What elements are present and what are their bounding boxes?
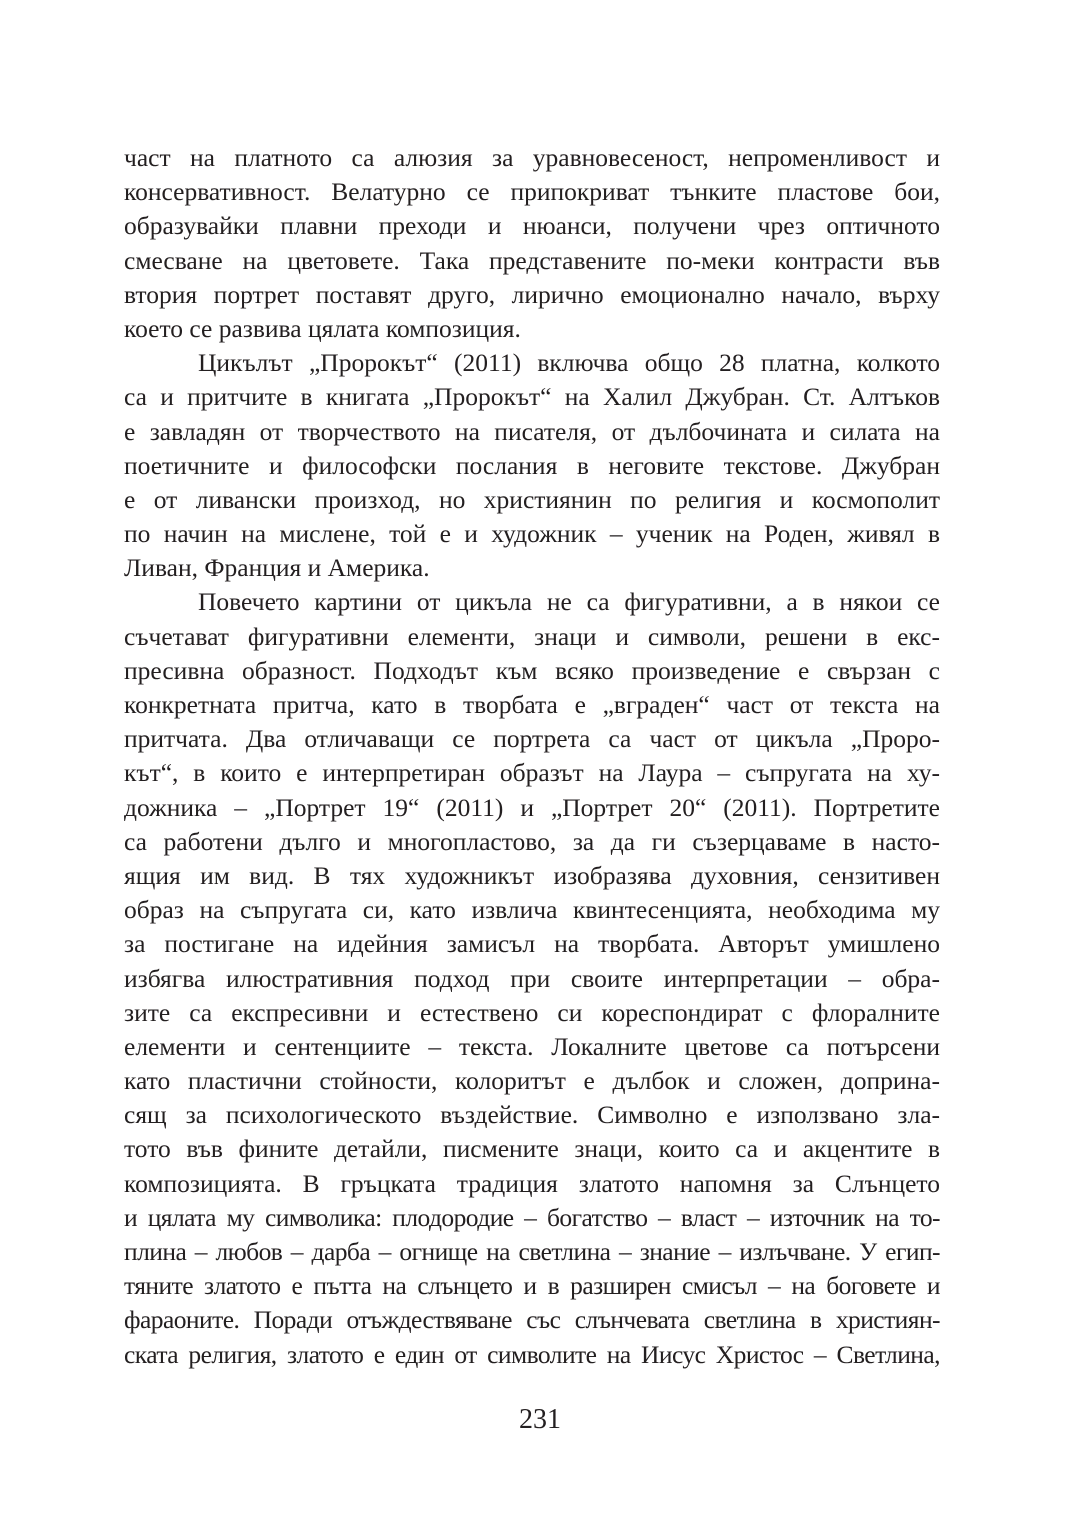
- text-line: дожника – „Портрет 19“ (2011) и „Портрет 20“ (2011). Портретите: [124, 792, 940, 822]
- text-line: кът“, в които е интерпретиран образът на Лаура – съпругата на ху-: [124, 758, 940, 788]
- text-line: плина – любов – дарба – огнище на светлина – знание – излъчване. У егип-: [124, 1237, 940, 1266]
- text-line: Повечето картини от цикъла не са фигуративни, а в някои се: [198, 587, 940, 617]
- text-line: композицията. В гръцката традиция златото напомня за Слънцето: [124, 1168, 940, 1198]
- text-line: избягва илюстративния подход при своите интерпретации – обра-: [124, 963, 940, 993]
- text-line: по начин на мислене, той е и художник – ученик на Роден, живял в: [124, 519, 940, 549]
- text-line: зите са експресивни и естествено си кореспондират с флоралните: [124, 997, 940, 1027]
- text-line: което се развива цялата композиция.: [124, 313, 521, 343]
- text-line: образувайки плавни преходи и нюанси, получени чрез оптичното: [124, 211, 940, 241]
- text-line: притчата. Два отличаващи се портрета са част от цикъла „Проро-: [124, 724, 940, 754]
- text-line: Цикълът „Пророкът“ (2011) включва общо 28 платна, колкото: [198, 348, 940, 378]
- text-line: сящ за психологическото въздействие. Символно е използвано зла-: [124, 1100, 940, 1130]
- text-line: част на платното са алюзия за уравновесеност, непроменливост и: [124, 143, 940, 172]
- text-line: е от ливански произход, но християнин по религия и космополит: [124, 484, 940, 514]
- text-line: тяните златото е пътта на слънцето и в разширен смисъл – на боговете и: [124, 1271, 940, 1301]
- text-line: конкретната притча, като в творбата е „вграден“ част от текста на: [124, 690, 940, 719]
- text-line: като пластични стойности, колоритът е дълбок и сложен, доприна-: [124, 1066, 940, 1096]
- text-line: съчетават фигуративни елементи, знаци и символи, решени в екс-: [124, 621, 940, 651]
- text-line: поетичните и философски послания в неговите текстове. Джубран: [124, 450, 940, 480]
- text-line: образ на съпругата си, като извлича квинтесенцията, необходима му: [124, 895, 940, 925]
- text-line: смесване на цветовете. Така представените по-меки контрасти във: [124, 245, 940, 275]
- page-number: 231: [519, 1404, 561, 1435]
- body-text: [124, 141, 940, 1372]
- text-line: фараоните. Поради отъждествяване със слънчевата светлина в християн-: [124, 1305, 940, 1335]
- text-line: ящия им вид. В тях художникът изобразява духовния, сензитивен: [124, 860, 940, 890]
- text-line: втория портрет поставят друго, лирично емоционално начало, върху: [124, 279, 940, 309]
- text-line: Ливан, Франция и Америка.: [124, 553, 430, 583]
- text-line: ската религия, златото е един от символите на Иисус Христос – Светлина,: [124, 1339, 940, 1369]
- text-line: са и притчите в книгата „Пророкът“ на Халил Джубран. Ст. Алтъков: [124, 382, 940, 412]
- text-line: са работени дълго и многопластово, за да ги съзерцаваме в насто-: [124, 826, 940, 856]
- text-line: елементи и сентенциите – текста. Локалните цветове са потърсени: [124, 1031, 940, 1061]
- text-line: пресивна образност. Подходът към всяко произведение е свързан с: [124, 655, 940, 685]
- text-line: и цялата му символика: плодородие – богатство – власт – източник на то-: [124, 1202, 940, 1232]
- text-line: е завладян от творчеството на писателя, от дълбочината и силата на: [124, 416, 940, 446]
- text-line: консервативност. Велатурно се припокриват тънките пластове бои,: [124, 177, 940, 207]
- text-line: за постигане на идейния замисъл на творбата. Авторът умишлено: [124, 929, 940, 959]
- text-line: тото във фините детайли, писмените знаци, които са и акцентите в: [124, 1134, 940, 1164]
